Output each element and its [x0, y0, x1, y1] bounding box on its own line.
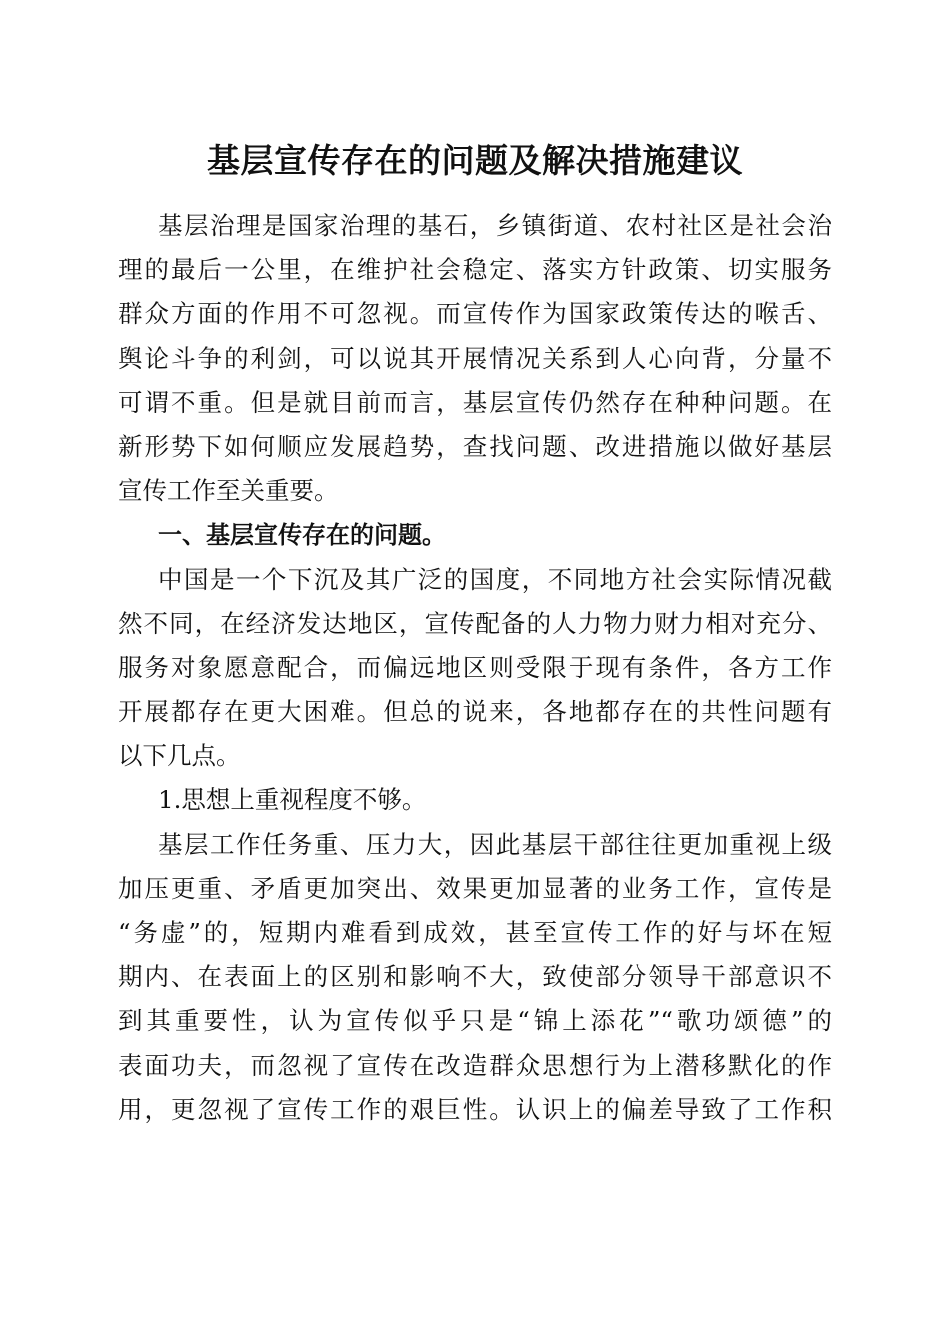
paragraph-line: 用，更忽视了宣传工作的艰巨性。认识上的偏差导致了工作积: [118, 1094, 832, 1124]
paragraph-line: 然不同，在经济发达地区，宣传配备的人力物力财力相对充分、: [118, 608, 832, 638]
paragraph-line: 新形势下如何顺应发展趋势，查找问题、改进措施以做好基层: [118, 431, 832, 461]
paragraph-line: 可谓不重。但是就目前而言，基层宣传仍然存在种种问题。在: [118, 387, 832, 417]
paragraph-line: 理的最后一公里，在维护社会稳定、落实方针政策、切实服务: [118, 255, 832, 285]
paragraph-detail: [118, 823, 832, 1132]
paragraph-intro: [118, 204, 832, 513]
paragraph-line: “务虚”的，短期内难看到成效，甚至宣传工作的好与坏在短: [118, 918, 832, 947]
paragraph-line: 开展都存在更大困难。但总的说来，各地都存在的共性问题有: [118, 697, 832, 727]
paragraph-line: 以下几点。: [118, 741, 241, 771]
paragraph-line: 到其重要性，认为宣传似乎只是“锦上添花”“歌功颂德”的: [118, 1006, 832, 1036]
paragraph-line: 舆论斗争的利剑，可以说其开展情况关系到人心向背，分量不: [118, 343, 832, 373]
paragraph-line: 服务对象愿意配合，而偏远地区则受限于现有条件，各方工作: [118, 652, 832, 682]
document-body: [118, 204, 832, 1132]
paragraph-line: 群众方面的作用不可忽视。而宣传作为国家政策传达的喉舌、: [118, 299, 832, 329]
paragraph-line: 基层工作任务重、压力大，因此基层干部往往更加重视上级: [158, 829, 832, 859]
paragraph-overview: [118, 558, 832, 779]
paragraph-line: 加压更重、矛盾更加突出、效果更加显著的业务工作，宣传是: [118, 873, 832, 903]
paragraph-line: 宣传工作至关重要。: [118, 476, 339, 506]
paragraph-line: 基层治理是国家治理的基石，乡镇街道、农村社区是社会治: [158, 211, 832, 240]
paragraph-line: 表面功夫，而忽视了宣传在改造群众思想行为上潜移默化的作: [118, 1050, 832, 1080]
section-heading: 一、基层宣传存在的问题。: [158, 521, 446, 550]
paragraph-line: 中国是一个下沉及其广泛的国度，不同地方社会实际情况截: [158, 564, 832, 594]
subsection-heading: 1.思想上重视程度不够。: [158, 785, 427, 815]
document-title: 基层宣传存在的问题及解决措施建议: [207, 141, 743, 180]
paragraph-line: 期内、在表面上的区别和影响不大，致使部分领导干部意识不: [118, 962, 832, 992]
